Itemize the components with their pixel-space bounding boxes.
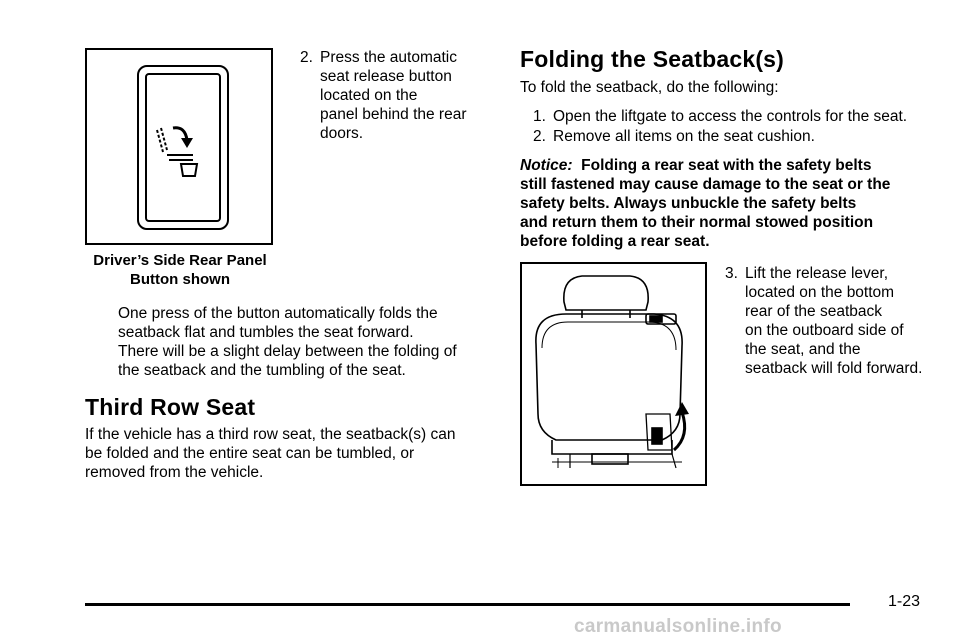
footer-rule: [85, 603, 850, 606]
text-line: There will be a slight delay between the folding of: [118, 343, 457, 360]
notice-text: safety belts. Always unbuckle the safety belts: [520, 195, 857, 212]
seatback-lever-figure: [520, 262, 707, 486]
text-line: be folded and the entire seat can be tumbled, or: [85, 445, 415, 462]
notice-text: and return them to their normal stowed position: [520, 214, 874, 231]
text-line: seatback will fold forward.: [745, 360, 923, 377]
seat-illustration: [522, 264, 705, 484]
page-number: 1-23: [888, 593, 921, 610]
right-step-1-text: Open the liftgate to access the controls for the seat.: [553, 108, 908, 125]
notice-text: before folding a rear seat.: [520, 233, 710, 250]
right-step-2-number: 2.: [533, 128, 546, 145]
left-step-2-number: 2.: [300, 49, 313, 66]
notice-text: still fastened may cause damage to the seat or the: [520, 176, 891, 193]
right-step-3-text: [745, 264, 935, 378]
seat-fold-icon: [151, 122, 217, 177]
left-step-2-text: [320, 48, 500, 143]
figure1-caption: [85, 251, 275, 289]
text-line: on the outboard side of: [745, 322, 904, 339]
text-line: panel behind the rear: [320, 106, 467, 123]
text-line: the seatback and the tumbling of the seat.: [118, 362, 406, 379]
text-line: the seat, and the: [745, 341, 861, 358]
text-line: If the vehicle has a third row seat, the seatback(s) can: [85, 426, 456, 443]
notice-line-1: [520, 156, 940, 175]
seat-release-button-figure: [85, 48, 273, 245]
text-line: removed from the vehicle.: [85, 464, 264, 481]
folding-intro: To fold the seatback, do the following:: [520, 79, 779, 96]
third-row-seat-paragraph: [85, 425, 505, 482]
text-line: seat release button: [320, 68, 452, 85]
figure1-caption-line1: Driver’s Side Rear Panel: [93, 252, 267, 269]
text-line: doors.: [320, 125, 364, 142]
figure1-caption-line2: Button shown: [130, 271, 230, 288]
right-step-1-number: 1.: [533, 108, 546, 125]
right-step-3-number: 3.: [725, 265, 738, 282]
text-line: One press of the button automatically folds the: [118, 305, 438, 322]
fold-description-paragraph: [118, 304, 498, 380]
text-line: Press the automatic: [320, 49, 457, 66]
text-line: seatback flat and tumbles the seat forward.: [118, 324, 414, 341]
right-step-2-text: Remove all items on the seat cushion.: [553, 128, 815, 145]
rear-panel-illustration: [137, 65, 229, 230]
notice-label: Notice:: [520, 157, 573, 174]
notice-block: [520, 156, 940, 251]
text-line: Lift the release lever,: [745, 265, 889, 282]
folding-seatback-heading: Folding the Seatback(s): [520, 46, 785, 72]
third-row-seat-heading: Third Row Seat: [85, 394, 256, 420]
notice-text: Folding a rear seat with the safety belts: [581, 157, 872, 174]
text-line: rear of the seatback: [745, 303, 882, 320]
text-line: located on the bottom: [745, 284, 895, 301]
watermark: carmanualsonline.info: [574, 616, 782, 637]
text-line: located on the: [320, 87, 418, 104]
